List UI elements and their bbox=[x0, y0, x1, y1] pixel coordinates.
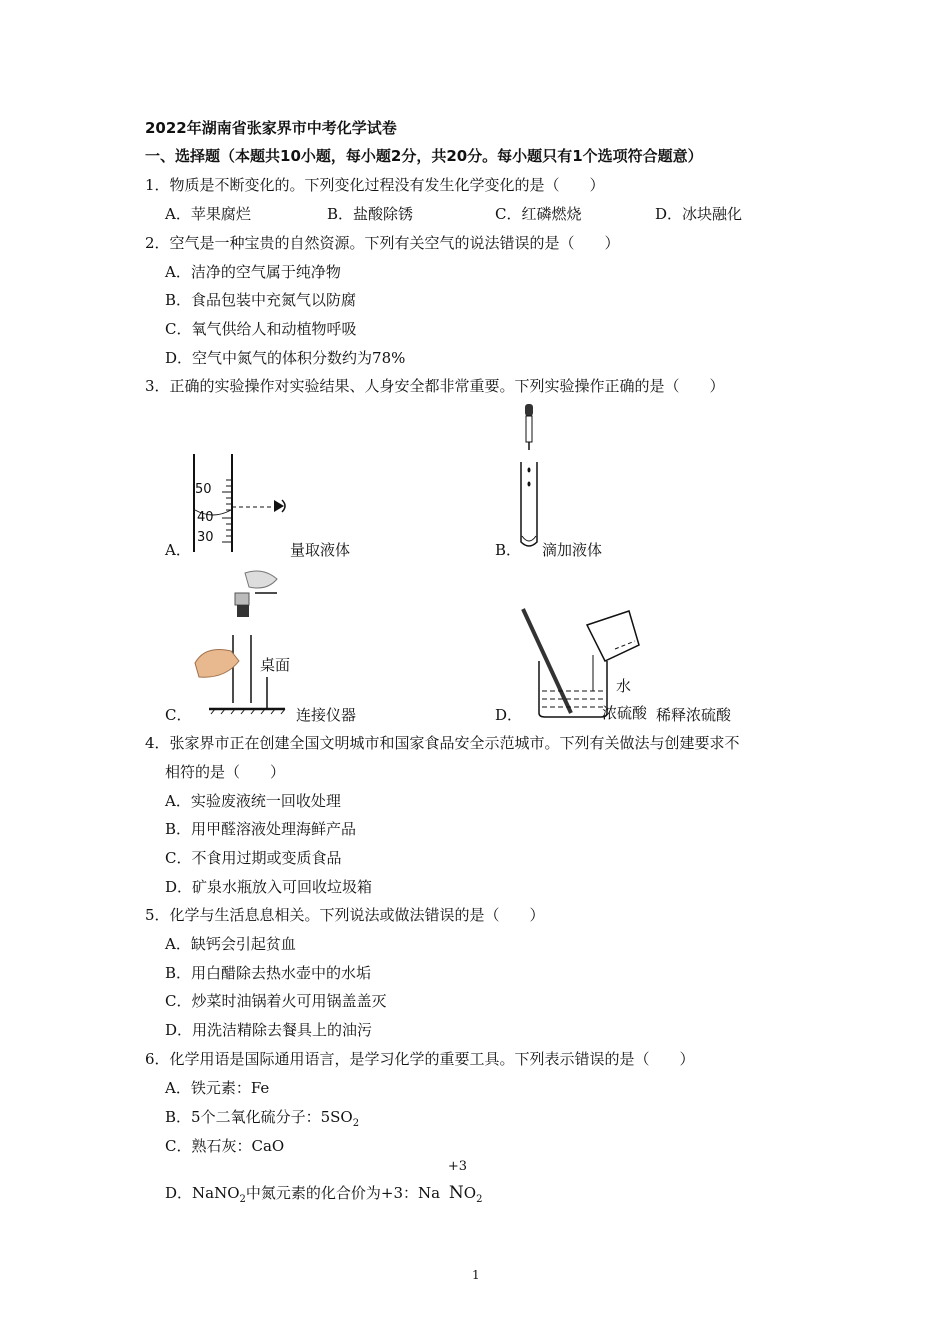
q4-option-b: B．用甲醛溶液处理海鲜产品 bbox=[165, 820, 357, 838]
q2-option-b: B．食品包装中充氮气以防腐 bbox=[165, 291, 357, 309]
q6-option-c: C．熟石灰：CaO bbox=[165, 1137, 285, 1155]
page-number: 1 bbox=[472, 1268, 480, 1282]
q6-stem: 6．化学用语是国际通用语言，是学习化学的重要工具。下列表示错误的是（ ） bbox=[145, 1050, 695, 1068]
q5-option-d: D．用洗洁精除去餐具上的油污 bbox=[165, 1021, 373, 1039]
q3-stem: 3．正确的实验操作对实验结果、人身安全都非常重要。下列实验操作正确的是（ ） bbox=[145, 377, 725, 395]
q6-option-d-subscript-2: 2 bbox=[476, 1194, 483, 1205]
q5-option-b: B．用白醋除去热水壶中的水垢 bbox=[165, 964, 372, 982]
q2-stem: 2．空气是一种宝贵的自然资源。下列有关空气的说法错误的是（ ） bbox=[145, 234, 620, 252]
dropper-testtube-figure bbox=[515, 402, 545, 552]
q6-option-d-oxygen: O bbox=[463, 1184, 477, 1202]
q6-option-b-subscript: 2 bbox=[352, 1118, 360, 1129]
desk-label: 桌面 bbox=[260, 656, 291, 674]
q1-option-d: D．冰块融化 bbox=[655, 205, 743, 223]
q5-stem: 5．化学与生活息息相关。下列说法或做法错误的是（ ） bbox=[145, 906, 545, 924]
q3-option-d-letter: D． bbox=[495, 706, 523, 724]
q6-option-d-nitrogen bbox=[447, 1159, 468, 1203]
q6-option-d-subscript-1: 2 bbox=[239, 1194, 246, 1205]
q4-option-c: C．不食用过期或变质食品 bbox=[165, 849, 342, 867]
section-heading: 一、选择题（本题共10小题，每小题2分，共20分。每小题只有1个选项符合题意） bbox=[145, 147, 703, 165]
q1-stem: 1．物质是不断变化的。下列变化过程没有发生化学变化的是（ ） bbox=[145, 176, 605, 194]
q6-option-d bbox=[165, 1159, 483, 1205]
q6-option-b bbox=[165, 1106, 359, 1129]
q3-option-c-letter: C． bbox=[165, 706, 192, 724]
q4-stem-line2: 相符的是（ ） bbox=[165, 763, 286, 781]
q2-option-d: D．空气中氮气的体积分数约为78% bbox=[165, 349, 406, 367]
q6-option-d-prefix: D．NaNO bbox=[165, 1184, 240, 1202]
water-label: 水 bbox=[616, 677, 632, 695]
q4-stem-line1: 4．张家界市正在创建全国文明城市和国家食品安全示范城市。下列有关做法与创建要求不 bbox=[145, 734, 740, 752]
cylinder-mark-30: 30 bbox=[197, 530, 214, 545]
q4-option-d: D．矿泉水瓶放入可回收垃圾箱 bbox=[165, 878, 373, 896]
q2-option-c: C．氧气供给人和动植物呼吸 bbox=[165, 320, 357, 338]
cylinder-mark-40: 40 bbox=[197, 510, 214, 525]
q3-option-a-letter: A． bbox=[165, 541, 191, 559]
acid-label: 浓硫酸 bbox=[602, 704, 648, 722]
q5-option-a: A．缺钙会引起贫血 bbox=[165, 935, 296, 953]
q6-option-d-n-symbol: N bbox=[448, 1183, 464, 1203]
connect-apparatus-figure bbox=[185, 565, 295, 715]
exam-title: 2022年湖南省张家界市中考化学试卷 bbox=[145, 119, 397, 137]
q1-option-b: B．盐酸除锈 bbox=[327, 205, 414, 223]
q3-option-b-caption: 滴加液体 bbox=[542, 541, 603, 559]
q6-option-d-middle: 中氮元素的化合价为+3：Na bbox=[245, 1184, 441, 1202]
q1-option-a: A．苹果腐烂 bbox=[165, 205, 251, 223]
q3-option-b-letter: B． bbox=[495, 541, 522, 559]
q6-option-b-text: B．5个二氧化硫分子：5SO bbox=[165, 1108, 353, 1126]
q6-option-a: A．铁元素：Fe bbox=[165, 1079, 270, 1097]
q1-option-c: C．红磷燃烧 bbox=[495, 205, 582, 223]
cylinder-mark-50: 50 bbox=[195, 482, 212, 497]
q3-option-c-caption: 连接仪器 bbox=[296, 706, 357, 724]
q1-options bbox=[0, 203, 950, 223]
q2-option-a: A．洁净的空气属于纯净物 bbox=[165, 263, 341, 281]
q3-option-a-caption: 量取液体 bbox=[290, 541, 351, 559]
q6-option-d-charge: +3 bbox=[447, 1159, 468, 1174]
q3-option-d-caption: 稀释浓硫酸 bbox=[656, 706, 732, 724]
q5-option-c: C．炒菜时油锅着火可用锅盖盖灭 bbox=[165, 992, 387, 1010]
q4-option-a: A．实验废液统一回收处理 bbox=[165, 792, 341, 810]
